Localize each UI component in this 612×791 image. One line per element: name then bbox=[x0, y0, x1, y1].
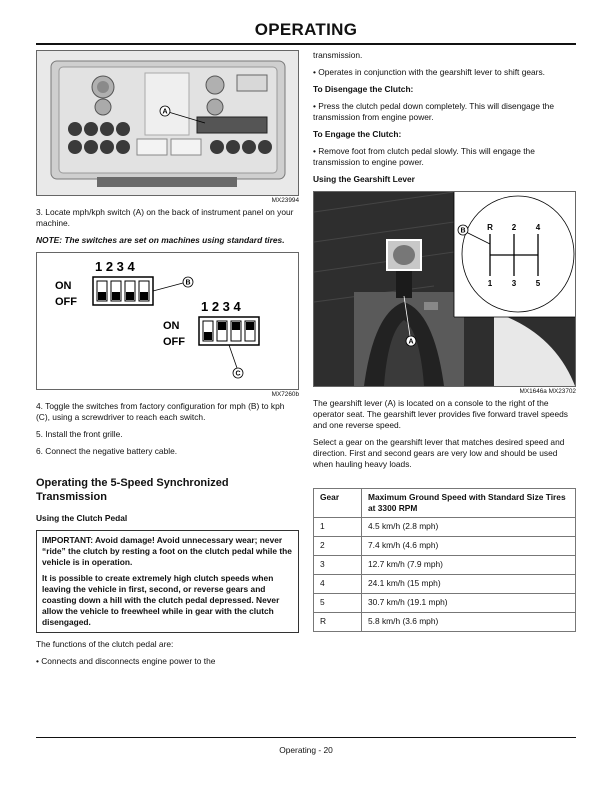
step-4-text: 4. Toggle the switches from factory configuration for mph (B) to kph (C), using a screwdriver to reach each switch. bbox=[36, 401, 285, 422]
gate-1-label: 1 bbox=[487, 279, 493, 288]
callout-b-label: B bbox=[460, 227, 466, 235]
speed-cell: 12.7 km/h (7.9 mph) bbox=[362, 556, 576, 575]
step-5-text: 5. Install the front grille. bbox=[36, 429, 123, 439]
step-3-text: 3. Locate mph/kph switch (A) on the back of instrument panel on your machine. bbox=[36, 207, 294, 228]
clutch-heading: Using the Clutch Pedal bbox=[36, 513, 128, 523]
on-label-c: ON bbox=[163, 320, 180, 332]
instrument-panel-photo bbox=[37, 51, 298, 195]
left-column bbox=[36, 50, 299, 673]
switch-numbers-b: 1 2 3 4 bbox=[95, 259, 135, 274]
engage-text: • Remove foot from clutch pedal slowly. This will engage the transmission to engine power. bbox=[313, 146, 535, 167]
ground-speed-table bbox=[313, 488, 576, 632]
gate-5-label: 5 bbox=[535, 279, 541, 288]
gearshift-photo bbox=[314, 192, 575, 386]
important-box bbox=[36, 530, 299, 633]
gear-cell: 2 bbox=[314, 537, 362, 556]
callout-a-label: A bbox=[162, 108, 168, 116]
gear-cell: R bbox=[314, 613, 362, 632]
table-row bbox=[314, 613, 576, 632]
important-text-1: IMPORTANT: Avoid damage! Avoid unnecessary wear; never “ride” the clutch by resting a foot on the clutch pedal while the vehicle is in operation. bbox=[42, 535, 292, 567]
dip-switch-diagram bbox=[37, 253, 298, 389]
bullet-connects: • Connects and disconnects engine power to the bbox=[36, 656, 216, 666]
speed-cell: 7.4 km/h (4.6 mph) bbox=[362, 537, 576, 556]
table-row bbox=[314, 537, 576, 556]
note-text: NOTE: The switches are set on machines using standard tires. bbox=[36, 235, 285, 245]
figure-caption: MX7260b bbox=[271, 391, 299, 398]
gearshift-figure bbox=[313, 191, 576, 387]
dip-switch-figure bbox=[36, 252, 299, 390]
page-footer: Operating - 20 bbox=[279, 745, 333, 755]
figure-caption: MX23994 bbox=[271, 197, 299, 204]
important-text-2: It is possible to create extremely high clutch speeds when leaving the vehicle in first, second, or reverse gears and coasting down a hill with the clutch pedal depressed. Never allow the vehicle to freewheel while in gear with the clutch disengaged. bbox=[42, 573, 280, 627]
engage-heading: To Engage the Clutch: bbox=[313, 129, 402, 139]
table-row bbox=[314, 518, 576, 537]
on-label-b: ON bbox=[55, 280, 72, 292]
section-title: Operating the 5-Speed Synchronized Transmission bbox=[36, 477, 229, 503]
select-gear-text: Select a gear on the gearshift lever that matches desired speed and direction. First and second gears are very low and should be used when hauling heavy loads. bbox=[313, 437, 565, 469]
footer-rule bbox=[36, 737, 576, 738]
gate-2-label: 2 bbox=[511, 223, 517, 232]
gear-cell: 1 bbox=[314, 518, 362, 537]
callout-b-label: B bbox=[185, 279, 191, 287]
gear-cell: 5 bbox=[314, 594, 362, 613]
gearshift-heading: Using the Gearshift Lever bbox=[313, 174, 415, 184]
table-row bbox=[314, 556, 576, 575]
disengage-heading: To Disengage the Clutch: bbox=[313, 84, 414, 94]
speed-cell: 4.5 km/h (2.8 mph) bbox=[362, 518, 576, 537]
speed-cell: 30.7 km/h (19.1 mph) bbox=[362, 594, 576, 613]
off-label-c: OFF bbox=[163, 336, 185, 348]
disengage-text: • Press the clutch pedal down completely. This will disengage the transmission from engine power. bbox=[313, 101, 554, 122]
gear-cell: 4 bbox=[314, 575, 362, 594]
callout-c-label: C bbox=[235, 370, 241, 378]
gate-3-label: 3 bbox=[511, 279, 517, 288]
gear-cell: 3 bbox=[314, 556, 362, 575]
table-header-row bbox=[314, 489, 576, 518]
functions-text: The functions of the clutch pedal are: bbox=[36, 639, 174, 649]
gearshift-text: The gearshift lever (A) is located on a console to the right of the operator seat. The gearshift lever provides five forward travel speeds and one reverse speed. bbox=[313, 398, 568, 430]
table-row bbox=[314, 575, 576, 594]
continued-text: transmission. bbox=[313, 50, 363, 60]
right-column bbox=[313, 50, 576, 632]
page-title: OPERATING bbox=[254, 20, 358, 39]
speed-cell: 5.8 km/h (3.6 mph) bbox=[362, 613, 576, 632]
header-speed: Maximum Ground Speed with Standard Size Tires at 3300 RPM bbox=[362, 489, 576, 518]
switch-numbers-c: 1 2 3 4 bbox=[201, 299, 241, 314]
gate-4-label: 4 bbox=[535, 223, 541, 232]
figure-caption: MX1646a MX23702 bbox=[519, 388, 576, 395]
bullet-operates: • Operates in conjunction with the gearshift lever to shift gears. bbox=[313, 67, 545, 77]
off-label-b: OFF bbox=[55, 296, 77, 308]
gate-r-label: R bbox=[487, 223, 493, 232]
header-gear: Gear bbox=[314, 489, 362, 518]
header-rule bbox=[36, 43, 576, 45]
table-row bbox=[314, 594, 576, 613]
step-6-text: 6. Connect the negative battery cable. bbox=[36, 446, 178, 456]
callout-a-label: A bbox=[408, 338, 414, 346]
speed-cell: 24.1 km/h (15 mph) bbox=[362, 575, 576, 594]
instrument-panel-figure bbox=[36, 50, 299, 196]
